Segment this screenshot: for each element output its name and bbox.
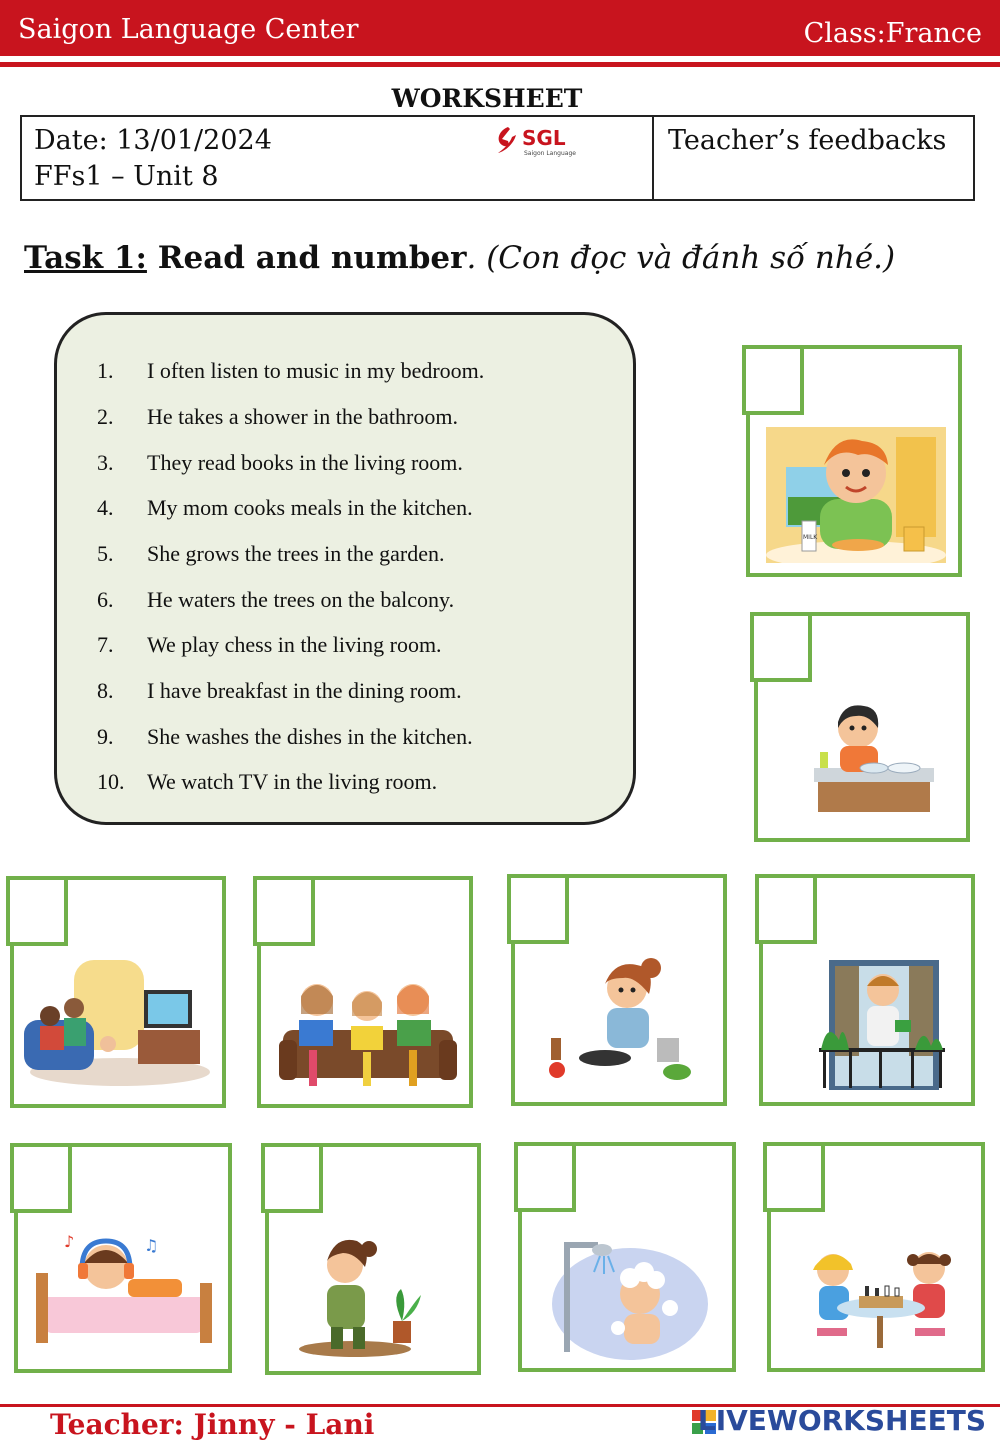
- picture-card-cooking: [511, 874, 727, 1106]
- sentence-item: 2. He takes a shower in the bathroom.: [97, 404, 458, 429]
- info-left-cell: [22, 117, 654, 199]
- picture-card-washing-dishes: [754, 612, 970, 842]
- sentence-panel: [54, 312, 636, 825]
- watering-balcony-icon: [819, 960, 945, 1094]
- answer-box[interactable]: [763, 1142, 825, 1212]
- breakfast-icon: [766, 427, 946, 563]
- answer-box[interactable]: [514, 1142, 576, 1212]
- svg-text:♫: ♫: [144, 1236, 159, 1255]
- svg-text:♪: ♪: [64, 1233, 75, 1251]
- sgl-logo: [492, 123, 592, 159]
- task-instruction: Read and number: [146, 240, 467, 276]
- svg-text:Saigon Language: Saigon Language: [524, 150, 576, 157]
- sentence-item: 7. We play chess in the living room.: [97, 632, 442, 657]
- sentence-item: 9. She washes the dishes in the kitchen.: [97, 724, 473, 749]
- task-translation: . (Con đọc và đánh số nhé.): [466, 240, 896, 276]
- sentence-item: 4. My mom cooks meals in the kitchen.: [97, 495, 473, 520]
- organization-name: Saigon Language Center: [18, 14, 359, 45]
- picture-card-chess: [767, 1142, 985, 1372]
- info-table: [20, 115, 975, 201]
- sentence-item: 5. She grows the trees in the garden.: [97, 541, 445, 566]
- sentence-item: 10. We watch TV in the living room.: [97, 769, 438, 794]
- answer-box[interactable]: [755, 874, 817, 944]
- task-label: Task 1:: [24, 240, 147, 276]
- picture-card-watching-tv: [10, 876, 226, 1108]
- washing-dishes-icon: [794, 698, 954, 828]
- answer-box[interactable]: [742, 345, 804, 415]
- reading-books-icon: [279, 980, 457, 1090]
- sentence-item: 1. I often listen to music in my bedroom.: [97, 358, 485, 383]
- picture-card-reading-books: [257, 876, 473, 1108]
- gardening-icon: [295, 1231, 425, 1357]
- picture-card-watering-balcony: [759, 874, 975, 1106]
- answer-box[interactable]: [261, 1143, 323, 1213]
- picture-card-listening-music: [14, 1143, 232, 1373]
- sentence-item: 3. They read books in the living room.: [97, 450, 463, 475]
- class-label: Class:France: [803, 18, 982, 49]
- task-heading: [24, 240, 895, 276]
- answer-box[interactable]: [10, 1143, 72, 1213]
- picture-card-shower: [518, 1142, 736, 1372]
- answer-box[interactable]: [6, 876, 68, 946]
- header-divider: [0, 62, 1000, 67]
- teacher-credit: Teacher: Jinny - Lani: [50, 1408, 375, 1441]
- sentence-item: 6. He waters the trees on the balcony.: [97, 587, 455, 612]
- svg-text:MILK: MILK: [803, 534, 818, 541]
- answer-box[interactable]: [750, 612, 812, 682]
- worksheet-title: WORKSHEET: [391, 84, 583, 113]
- liveworksheets-brand[interactable]: LIVEWORKSHEETS: [697, 1404, 986, 1437]
- shower-icon: [544, 1232, 708, 1362]
- teacher-feedback-label: Teacher’s feedbacks: [668, 125, 947, 156]
- answer-box[interactable]: [507, 874, 569, 944]
- cooking-icon: [545, 958, 695, 1092]
- listening-music-icon: [34, 1233, 214, 1353]
- unit-text: FFs1 – Unit 8: [34, 161, 219, 192]
- picture-card-gardening: [265, 1143, 481, 1375]
- date-text: Date: 13/01/2024: [34, 125, 272, 156]
- svg-text:SGL: SGL: [522, 126, 566, 150]
- sentence-item: 8. I have breakfast in the dining room.: [97, 678, 462, 703]
- answer-box[interactable]: [253, 876, 315, 946]
- chess-icon: [803, 1242, 959, 1354]
- watching-tv-icon: [24, 960, 214, 1090]
- picture-card-breakfast: [746, 345, 962, 577]
